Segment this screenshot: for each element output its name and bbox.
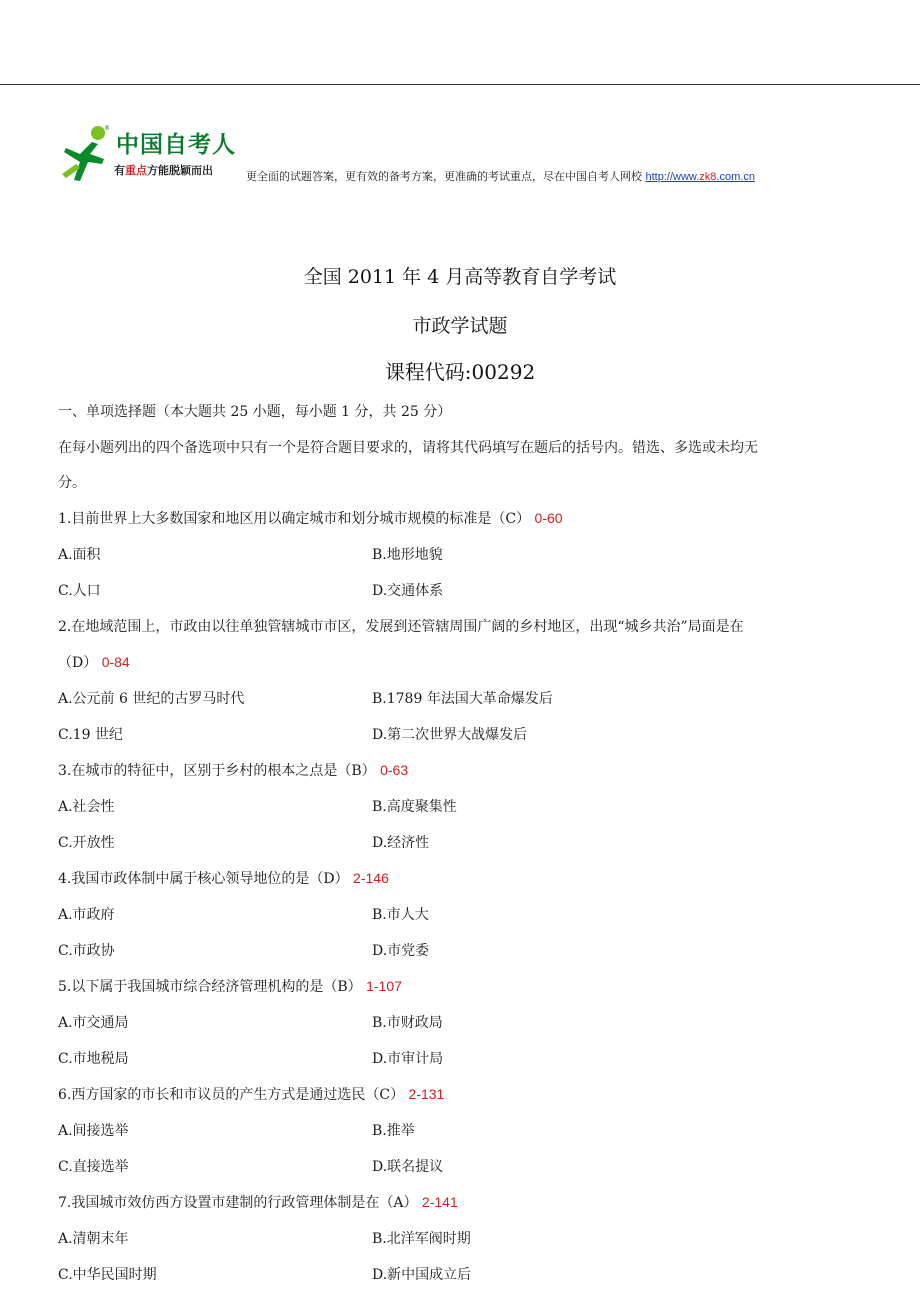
option-d: D.交通体系 [372, 583, 444, 599]
header-description: 更全面的试题答案，更有效的备考方案，更准确的考试重点，尽在中国自考人网校 http://www.zk8.com.cn [246, 170, 755, 183]
option-d: D.新中国成立后 [372, 1267, 472, 1283]
question-stem-continued: （D） 0-84 [58, 654, 130, 671]
option-a: A.公元前 6 世纪的古罗马时代 [58, 691, 245, 707]
option-b: B.高度聚集性 [372, 799, 457, 815]
option-a: A.社会性 [58, 799, 115, 815]
question-stem: 7.我国城市效仿西方设置市建制的行政管理体制是在（A） 2-141 [58, 1194, 458, 1211]
option-c: C.中华民国时期 [58, 1267, 157, 1283]
option-c: C.19 世纪 [58, 727, 123, 743]
option-b: B.北洋军阀时期 [372, 1231, 471, 1247]
course-code: 课程代码:00292 [384, 360, 536, 384]
option-d: D.市审计局 [372, 1051, 444, 1067]
answer-reference: 0-63 [380, 762, 409, 778]
option-b: B.1789 年法国大革命爆发后 [372, 691, 553, 707]
question-stem: 6.西方国家的市长和市议员的产生方式是通过选民（C） 2-131 [58, 1086, 445, 1103]
top-rule [0, 84, 920, 85]
answer-reference: 0-60 [534, 510, 563, 526]
instruction-line-2: 分。 [58, 475, 86, 491]
running-figure-logo-icon [58, 124, 110, 182]
question-stem: 3.在城市的特征中，区别于乡村的根本之点是（B） 0-63 [58, 762, 409, 779]
answer-reference: 2-146 [353, 870, 389, 886]
question-stem: 4.我国市政体制中属于核心领导地位的是（D） 2-146 [58, 870, 389, 887]
option-d: D.联名提议 [372, 1159, 444, 1175]
subject-title: 市政学试题 [412, 315, 508, 337]
option-b: B.地形地貌 [372, 547, 443, 563]
option-d: D.市党委 [372, 943, 430, 959]
option-b: B.推举 [372, 1123, 415, 1139]
brand-slogan: 有重点方能脱颖而出 [114, 164, 213, 177]
question-stem: 5.以下属于我国城市综合经济管理机构的是（B） 1-107 [58, 978, 402, 995]
option-a: A.面积 [58, 547, 101, 563]
instruction-line-1: 在每小题列出的四个备选项中只有一个是符合题目要求的，请将其代码填写在题后的括号内。错选、多选或未均无 [58, 440, 758, 456]
option-d: D.经济性 [372, 835, 430, 851]
answer-reference: 2-131 [408, 1086, 445, 1102]
option-b: B.市人大 [372, 907, 429, 923]
section-heading: 一、单项选择题（本大题共 25 小题，每小题 1 分，共 25 分） [58, 404, 452, 420]
option-a: A.间接选举 [58, 1123, 129, 1139]
exam-title: 全国 2011 年 4 月高等教育自学考试 [303, 266, 617, 288]
option-c: C.市地税局 [58, 1051, 129, 1067]
option-a: A.市政府 [58, 907, 115, 923]
option-d: D.第二次世界大战爆发后 [372, 727, 528, 743]
option-a: A.市交通局 [58, 1015, 129, 1031]
option-b: B.市财政局 [372, 1015, 443, 1031]
page-header [58, 122, 868, 192]
option-c: C.人口 [58, 583, 101, 599]
option-a: A.清朝末年 [58, 1231, 129, 1247]
brand-name: 中国自考人 [116, 132, 236, 158]
option-c: C.开放性 [58, 835, 115, 851]
answer-reference: 2-141 [421, 1194, 458, 1210]
website-link[interactable]: http://www.zk8.com.cn [645, 171, 755, 183]
answer-reference: 1-107 [366, 978, 402, 994]
option-c: C.市政协 [58, 943, 115, 959]
svg-text:®: ® [104, 125, 110, 132]
question-stem: 2.在地域范围上，市政由以往单独管辖城市市区，发展到还管辖周围广阔的乡村地区，出现“城乡共治”局面是在 [58, 619, 744, 635]
option-c: C.直接选举 [58, 1159, 129, 1175]
question-stem: 1.目前世界上大多数国家和地区用以确定城市和划分城市规模的标准是（C） 0-60 [58, 510, 563, 527]
answer-reference: 0-84 [101, 654, 130, 670]
